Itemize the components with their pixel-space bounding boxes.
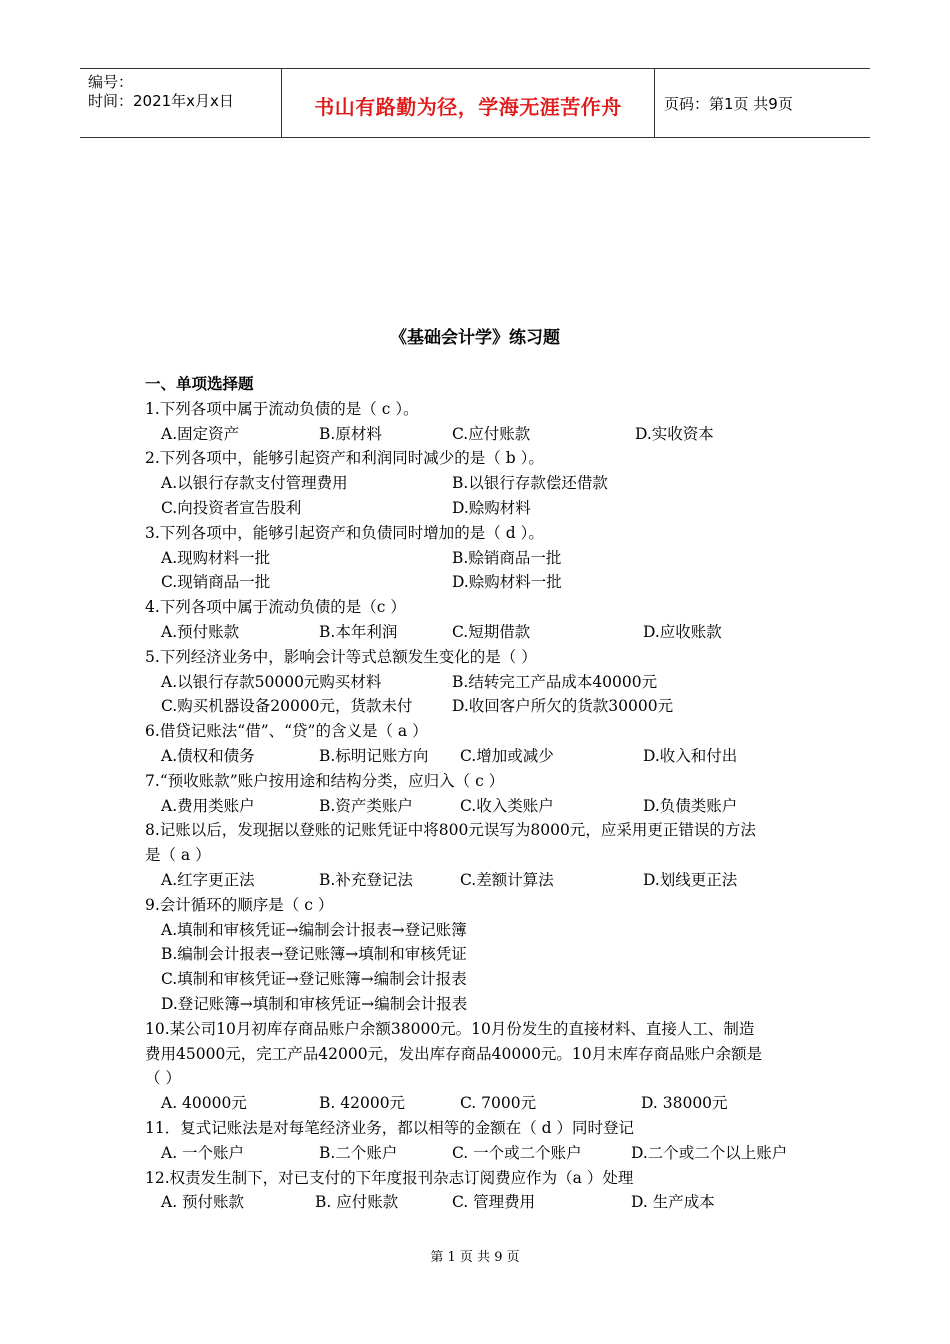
header-meta bbox=[88, 73, 234, 111]
options-line bbox=[145, 942, 835, 967]
question-line: 4.下列各项中属于流动负债的是（c ） bbox=[145, 598, 406, 617]
answer-option: B. 42000元 bbox=[319, 1094, 406, 1113]
header-code-label: 编号： bbox=[88, 73, 134, 91]
options-line bbox=[145, 918, 835, 943]
question-line: 是（ a ） bbox=[145, 846, 211, 865]
options-line bbox=[145, 744, 835, 769]
answer-option: C.向投资者宣告股利 bbox=[161, 498, 302, 517]
question-line: 12.权责发生制下，对已支付的下年度报刊杂志订阅费应作为（a ）处理 bbox=[145, 1168, 634, 1187]
answer-option: A. 一个账户 bbox=[161, 1143, 245, 1162]
options-line bbox=[145, 868, 835, 893]
options-line bbox=[145, 422, 835, 447]
answer-option: B.结转完工产品成本40000元 bbox=[452, 672, 658, 691]
answer-option: D.登记账簿→填制和审核凭证→编制会计报表 bbox=[161, 994, 468, 1013]
answer-option: D.二个或二个以上账户 bbox=[631, 1143, 788, 1162]
options-line bbox=[145, 1091, 835, 1116]
answer-option: B.二个账户 bbox=[319, 1143, 398, 1162]
options-line bbox=[145, 670, 835, 695]
question-line: 费用45000元，完工产品42000元，发出库存商品40000元。10月末库存商品账户余额是 bbox=[145, 1044, 763, 1063]
answer-option: A.债权和债务 bbox=[161, 746, 255, 765]
question-line: 7.“预收账款”账户按用途和结构分类，应归入（ c ） bbox=[145, 771, 505, 790]
question-line: 10.某公司10月初库存商品账户余额38000元。10月份发生的直接材料、直接人工、制造 bbox=[145, 1019, 755, 1038]
answer-option: D.收回客户所欠的货款30000元 bbox=[452, 697, 674, 716]
answer-option: B.赊销商品一批 bbox=[452, 548, 562, 567]
page-footer: 第 1 页 共 9 页 bbox=[430, 1250, 520, 1265]
options-line bbox=[145, 992, 835, 1017]
answer-option: B.以银行存款偿还借款 bbox=[452, 474, 608, 493]
options-line bbox=[145, 1141, 835, 1166]
answer-option: C. 7000元 bbox=[460, 1094, 537, 1113]
options-line bbox=[145, 570, 835, 595]
document-title: 《基础会计学》练习题 bbox=[390, 328, 560, 348]
options-line bbox=[145, 967, 835, 992]
question-line: 6.借贷记账法“借”、“贷”的含义是（ a ） bbox=[145, 722, 428, 741]
answer-option: B.标明记账方向 bbox=[319, 746, 429, 765]
question-line: 11．复式记账法是对每笔经济业务，都以相等的金额在（ d ）同时登记 bbox=[145, 1118, 635, 1137]
question-line: 3.下列各项中，能够引起资产和负债同时增加的是（ d ）。 bbox=[145, 523, 544, 542]
exercise-content bbox=[145, 372, 835, 1215]
options-line bbox=[145, 471, 835, 496]
options-line bbox=[145, 546, 835, 571]
answer-option: A.费用类账户 bbox=[161, 796, 255, 815]
answer-option: C.增加或减少 bbox=[460, 746, 554, 765]
answer-option: B.本年利润 bbox=[319, 622, 398, 641]
question-line: 9.会计循环的顺序是（ c ） bbox=[145, 895, 334, 914]
answer-option: B.补充登记法 bbox=[319, 870, 413, 889]
options-line bbox=[145, 620, 835, 645]
answer-option: C. 管理费用 bbox=[452, 1193, 536, 1212]
question-line: 8.记账以后，发现据以登账的记账凭证中将800元误写为8000元，应采用更正错误的方法 bbox=[145, 821, 756, 840]
answer-option: D.负债类账户 bbox=[643, 796, 738, 815]
header-divider bbox=[654, 69, 655, 137]
answer-option: A.以银行存款支付管理费用 bbox=[161, 474, 348, 493]
answer-option: D. 生产成本 bbox=[631, 1193, 715, 1212]
section-title: 一、单项选择题 bbox=[145, 374, 254, 393]
answer-option: B.编制会计报表→登记账簿→填制和审核凭证 bbox=[161, 945, 467, 964]
answer-option: C.填制和审核凭证→登记账簿→编制会计报表 bbox=[161, 970, 467, 989]
answer-option: D.赊购材料 bbox=[452, 498, 531, 517]
answer-option: A.以银行存款50000元购买材料 bbox=[161, 672, 382, 691]
header-date: 时间：2021年x月x日 bbox=[88, 92, 234, 110]
answer-option: A. 预付账款 bbox=[161, 1193, 245, 1212]
answer-option: A. 40000元 bbox=[161, 1094, 247, 1113]
page-header bbox=[80, 68, 870, 138]
options-line bbox=[145, 794, 835, 819]
answer-option: A.现购材料一批 bbox=[161, 548, 271, 567]
answer-option: D. 38000元 bbox=[641, 1094, 728, 1113]
answer-option: C.现销商品一批 bbox=[161, 573, 271, 592]
answer-option: C.购买机器设备20000元，货款未付 bbox=[161, 697, 413, 716]
answer-option: C.短期借款 bbox=[452, 622, 531, 641]
answer-option: B.资产类账户 bbox=[319, 796, 413, 815]
answer-option: C.差额计算法 bbox=[460, 870, 554, 889]
answer-option: D.划线更正法 bbox=[643, 870, 738, 889]
answer-option: A.填制和审核凭证→编制会计报表→登记账簿 bbox=[161, 920, 467, 939]
options-line bbox=[145, 1190, 835, 1215]
answer-option: A.红字更正法 bbox=[161, 870, 255, 889]
answer-option: B. 应付账款 bbox=[315, 1193, 399, 1212]
header-page-info: 页码：第1页 共9页 bbox=[664, 95, 793, 113]
question-line: （ ） bbox=[145, 1069, 181, 1088]
question-line: 2.下列各项中，能够引起资产和利润同时减少的是（ b ）。 bbox=[145, 449, 544, 468]
answer-option: C.应付账款 bbox=[452, 424, 531, 443]
question-line: 5.下列经济业务中，影响会计等式总额发生变化的是（ ） bbox=[145, 647, 537, 666]
answer-option: A.预付账款 bbox=[161, 622, 240, 641]
options-line bbox=[145, 694, 835, 719]
answer-option: C. 一个或二个账户 bbox=[452, 1143, 582, 1162]
answer-option: D.收入和付出 bbox=[643, 746, 738, 765]
answer-option: B.原材料 bbox=[319, 424, 382, 443]
options-line bbox=[145, 496, 835, 521]
answer-option: D.赊购材料一批 bbox=[452, 573, 562, 592]
answer-option: C.收入类账户 bbox=[460, 796, 554, 815]
header-motto: 书山有路勤为径，学海无涯苦作舟 bbox=[314, 95, 622, 119]
answer-option: D.应收账款 bbox=[643, 622, 722, 641]
answer-option: A.固定资产 bbox=[161, 424, 240, 443]
question-line: 1.下列各项中属于流动负债的是（ c ）。 bbox=[145, 399, 419, 418]
answer-option: D.实收资本 bbox=[635, 424, 714, 443]
